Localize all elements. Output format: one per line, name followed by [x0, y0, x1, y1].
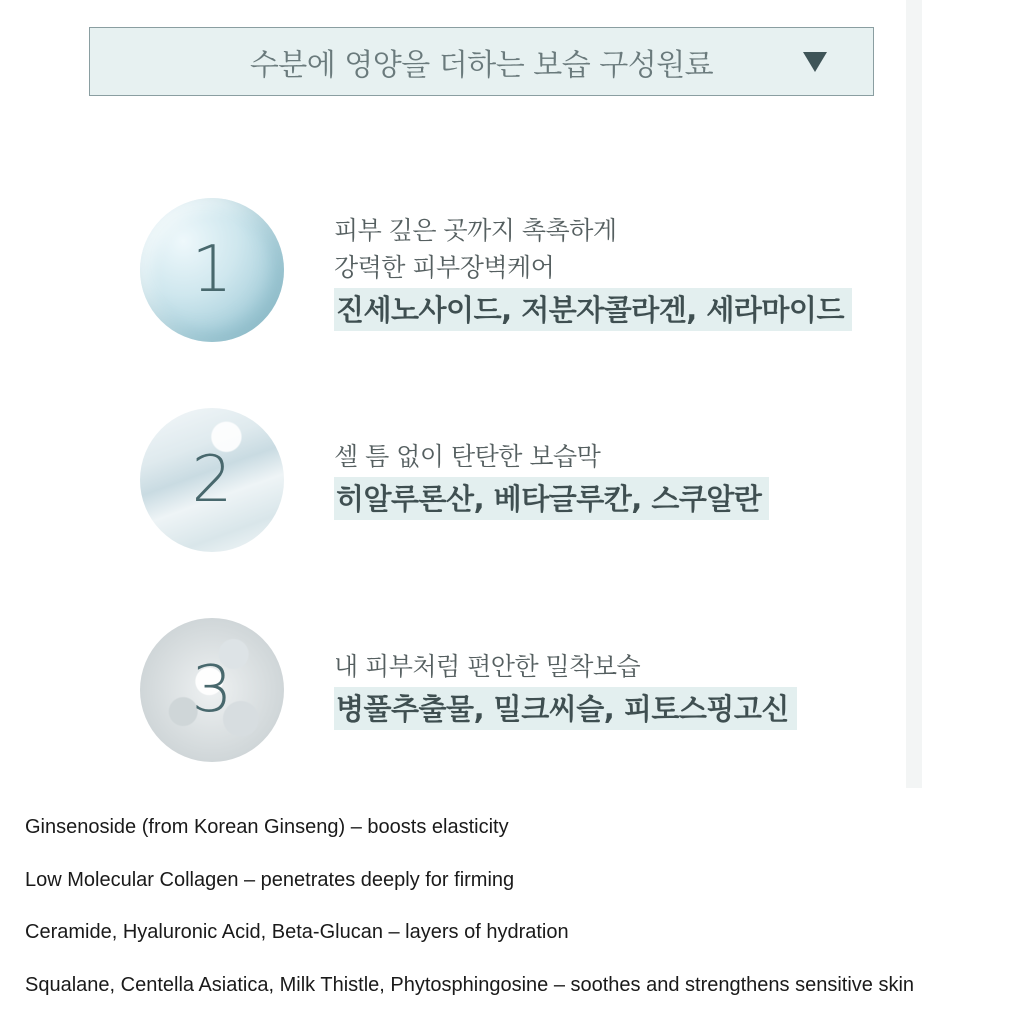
- item-ingredients: 히알루론산, 베타글루칸, 스쿠알란: [334, 477, 769, 520]
- item-description: 피부 깊은 곳까지 촉촉하게: [334, 216, 617, 245]
- note-line: Low Molecular Collagen – penetrates deeply for firming: [25, 868, 515, 891]
- ingredient-item-3: [140, 618, 860, 768]
- note-line: Ginsenoside (from Korean Ginseng) – boosts elasticity: [25, 816, 509, 838]
- item-description: 셀 틈 없이 탄탄한 보습막: [334, 442, 601, 471]
- ingredient-item-2: [140, 408, 860, 558]
- ingredient-item-1: [140, 198, 860, 348]
- number-badge-3: [140, 618, 284, 762]
- scrollbar-track[interactable]: [906, 0, 922, 788]
- badge-number: 1: [191, 233, 233, 307]
- item-description: 내 피부처럼 편안한 밀착보습: [334, 652, 641, 681]
- badge-number: 3: [191, 653, 233, 727]
- item-ingredients: 진세노사이드, 저분자콜라겐, 세라마이드: [334, 288, 852, 331]
- note-line: Ceramide, Hyaluronic Acid, Beta-Glucan – layers of hydration: [25, 921, 569, 943]
- item-text: [334, 212, 852, 331]
- note-line: Squalane, Centella Asiatica, Milk Thistle, Phytosphingosine – soothes and strengthens sensitive skin: [25, 973, 915, 996]
- triangle-down-icon[interactable]: [803, 52, 827, 72]
- item-ingredients: 병풀추출물, 밀크씨슬, 피토스핑고신: [334, 687, 797, 730]
- item-text: [334, 438, 769, 520]
- badge-number: 2: [191, 443, 233, 517]
- ingredient-notes: [25, 812, 1015, 1022]
- ingredients-dropdown[interactable]: [89, 27, 874, 96]
- number-badge-1: [140, 198, 284, 342]
- item-text: [334, 648, 797, 730]
- item-description: 강력한 피부장벽케어: [334, 253, 555, 282]
- number-badge-2: [140, 408, 284, 552]
- dropdown-title: 수분에 영양을 더하는 보습 구성원료: [249, 47, 714, 83]
